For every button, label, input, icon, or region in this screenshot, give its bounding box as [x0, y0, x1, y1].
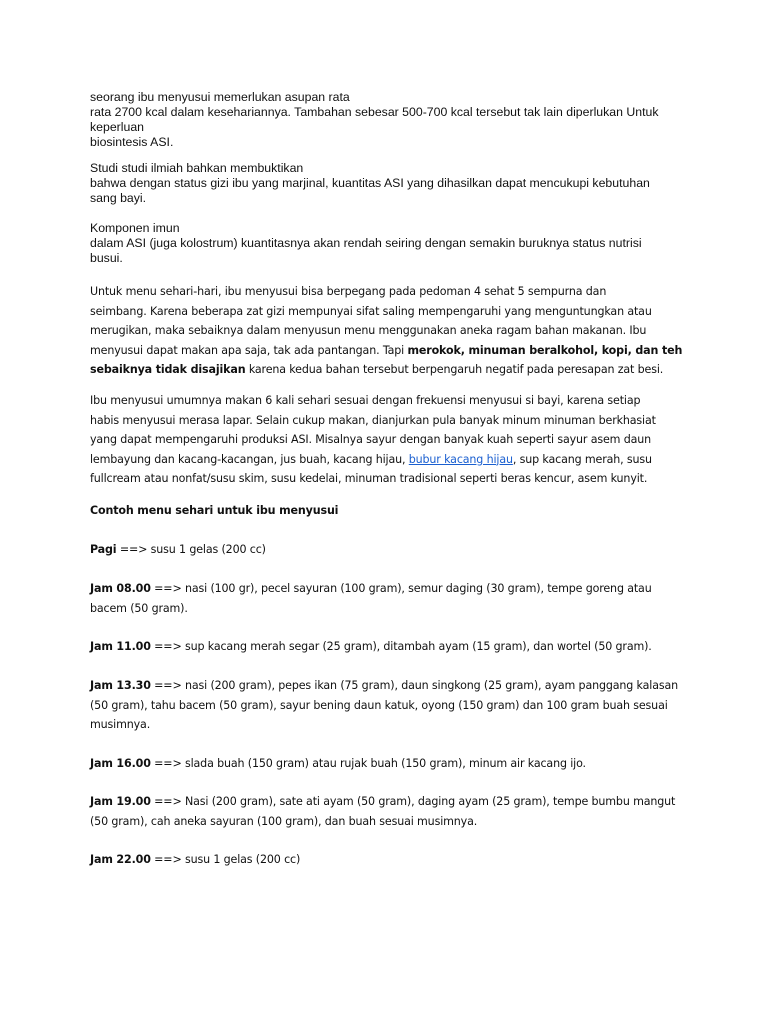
text-line — [90, 754, 690, 774]
text-line: merugikan, maka sebaiknya dalam menyusun menu menggunakan aneka ragam bahan makanan. Ibu — [90, 324, 647, 337]
paragraph-menu-sehari-hari — [90, 282, 690, 380]
text-line: Komponen imun — [90, 221, 180, 235]
text-line: dalam ASI (juga kolostrum) kuantitasnya akan rendah seiring dengan semakin buruknya status nutrisi — [90, 236, 642, 250]
text-line: habis menyusui merasa lapar. Selain cukup makan, dianjurkan pula banyak minum minuman berkhasiat — [90, 413, 656, 427]
text-line: seorang ibu menyusui memerlukan asupan rata — [90, 90, 350, 104]
text-segment: menyusui dapat makan apa saja, tak ada pantangan. Tapi — [90, 343, 408, 357]
text-line: biosintesis ASI. — [90, 135, 174, 149]
paragraph-asupan-kalori — [90, 90, 690, 150]
menu-description: ==> Nasi (200 gram), sate ati ayam (50 gram), daging ayam (25 gram), tempe bumbu mangut — [150, 795, 676, 808]
menu-item-jam-1100 — [90, 637, 690, 657]
bold-warning-text: merokok, minuman beralkohol, kopi, dan teh — [407, 343, 683, 357]
text-line — [90, 850, 690, 870]
text-line: sang bayi. — [90, 191, 147, 205]
menu-heading — [90, 501, 690, 521]
text-line: (50 gram), tahu bacem (50 gram), sayur bening daun katuk, oyong (150 gram) dan 100 gram buah sesuai — [90, 698, 668, 712]
paragraph-minuman-berkhasiat — [90, 391, 690, 489]
menu-item-jam-1900 — [90, 792, 690, 831]
menu-item-jam-2200 — [90, 850, 690, 870]
text-line: Untuk menu sehari-hari, ibu menyusui bisa berpegang pada pedoman 4 sehat 5 sempurna dan — [90, 285, 607, 298]
text-line: fullcream atau nonfat/susu skim, susu kedelai, minuman tradisional seperti beras kencur, asem kunyit. — [90, 472, 648, 485]
menu-description: ==> nasi (100 gr), pecel sayuran (100 gram), semur daging (30 gram), tempe goreng atau — [150, 582, 652, 595]
text-line — [90, 579, 690, 599]
text-line: rata 2700 kcal dalam kesehariannya. Tambahan sebesar 500-700 kcal tersebut tak lain diperlukan Untuk — [90, 105, 659, 119]
text-line: Ibu menyusui umumnya makan 6 kali sehari sesuai dengan frekuensi menyusui si bayi, karena setiap — [90, 394, 641, 407]
text-line — [90, 341, 690, 361]
menu-item-jam-0800 — [90, 579, 690, 618]
menu-time: Jam 16.00 — [90, 757, 151, 770]
text-segment: karena kedua bahan tersebut berpengaruh negatif pada peresapan zat besi. — [245, 363, 664, 376]
text-line: Studi studi ilmiah bahkan membuktikan — [90, 161, 304, 175]
text-line: keperluan — [90, 120, 145, 134]
menu-time: Jam 22.00 — [90, 853, 151, 866]
menu-description: ==> susu 1 gelas (200 cc) — [150, 853, 301, 866]
text-line — [90, 540, 690, 560]
text-line: (50 gram), cah aneka sayuran (100 gram), dan buah sesuai musimnya. — [90, 814, 478, 828]
text-line — [90, 450, 690, 470]
text-line — [90, 792, 690, 812]
bubur-kacang-hijau-link[interactable]: bubur kacang hijau — [408, 452, 513, 466]
menu-time: Pagi — [90, 543, 117, 556]
menu-time: Jam 08.00 — [90, 582, 151, 595]
text-line: busui. — [90, 251, 123, 265]
text-line — [90, 360, 690, 380]
menu-item-jam-1330 — [90, 676, 690, 735]
menu-description: ==> slada buah (150 gram) atau rujak buah (150 gram), minum air kacang ijo. — [150, 757, 586, 770]
text-line: bahwa dengan status gizi ibu yang marjinal, kuantitas ASI yang dihasilkan dapat mencukupi kebutuhan — [90, 176, 650, 190]
text-line: yang dapat mempengaruhi produksi ASI. Misalnya sayur dengan banyak kuah seperti sayur asem daun — [90, 433, 652, 446]
menu-item-jam-1600 — [90, 754, 690, 774]
text-line: musimnya. — [90, 718, 151, 731]
paragraph-komponen-imun — [90, 221, 690, 266]
menu-item-pagi — [90, 540, 690, 560]
menu-description: ==> nasi (200 gram), pepes ikan (75 gram), daun singkong (25 gram), ayam panggang kalasan — [150, 679, 679, 692]
bold-warning-text: sebaiknya tidak disajikan — [90, 363, 246, 376]
menu-description: ==> sup kacang merah segar (25 gram), ditambah ayam (15 gram), dan wortel (50 gram). — [150, 640, 652, 653]
text-line: seimbang. Karena beberapa zat gizi mempunyai sifat saling mempengaruhi yang menguntungkan atau — [90, 304, 652, 318]
menu-time: Jam 19.00 — [90, 795, 151, 808]
text-segment: , sup kacang merah, susu — [512, 452, 652, 466]
paragraph-studi-ilmiah — [90, 161, 690, 206]
menu-heading-text: Contoh menu sehari untuk ibu menyusui — [90, 504, 339, 517]
text-line — [90, 676, 690, 696]
menu-time: Jam 11.00 — [90, 640, 151, 653]
menu-time: Jam 13.30 — [90, 679, 151, 692]
text-line — [90, 637, 690, 657]
text-line: bacem (50 gram). — [90, 601, 188, 615]
text-segment: lembayung dan kacang-kacangan, jus buah, kacang hijau, — [90, 452, 409, 466]
menu-description: ==> susu 1 gelas (200 cc) — [116, 543, 266, 556]
